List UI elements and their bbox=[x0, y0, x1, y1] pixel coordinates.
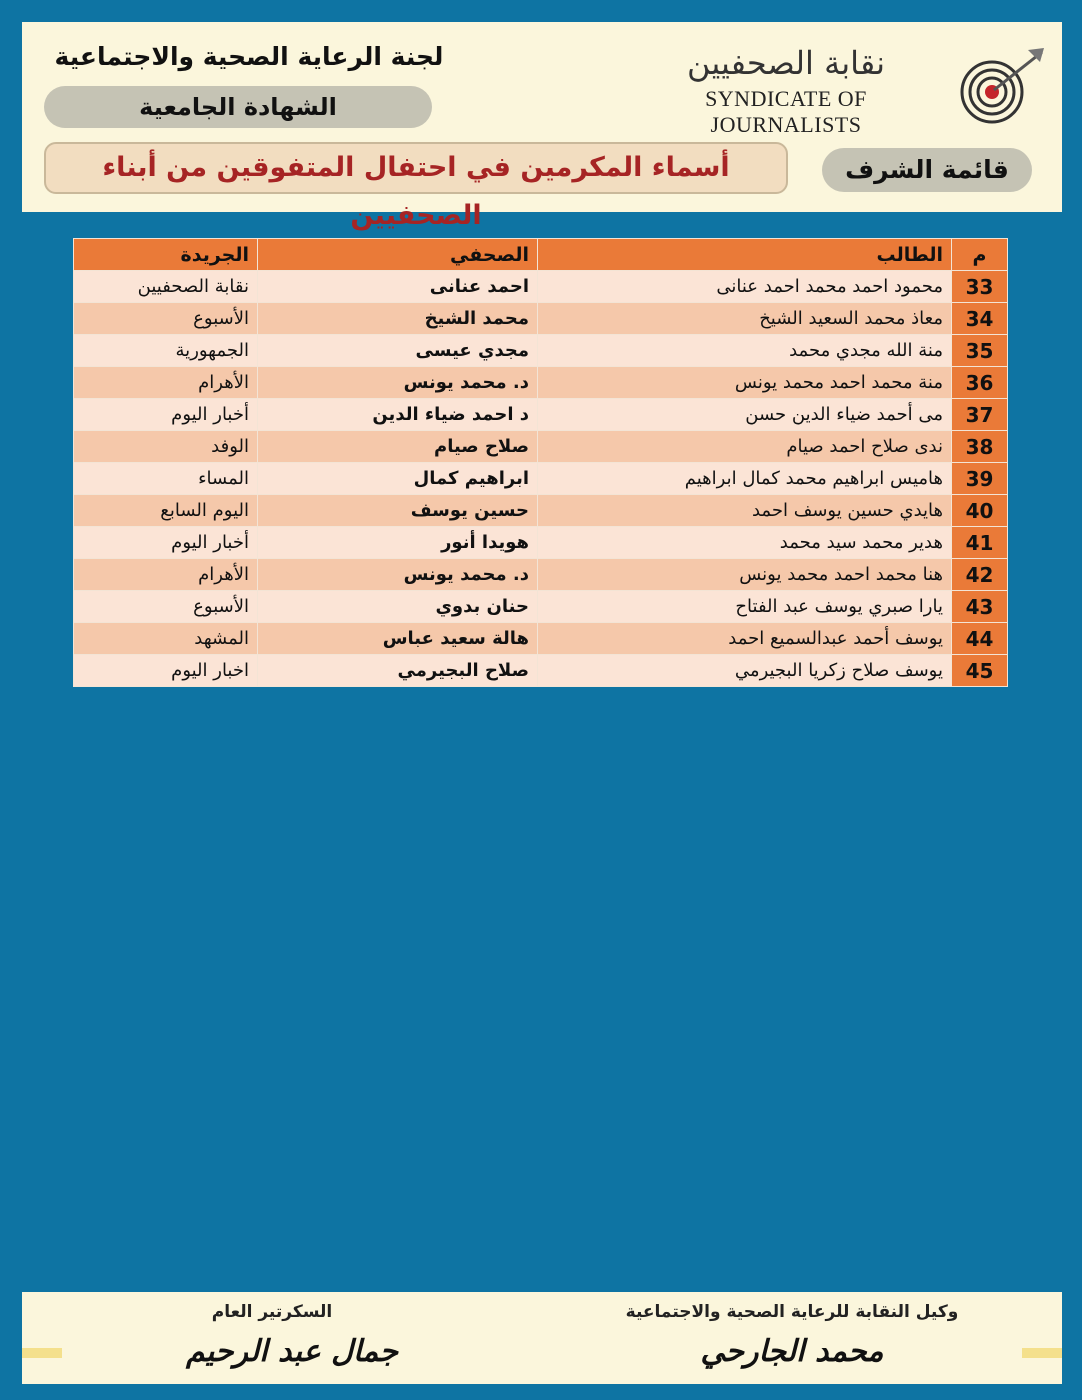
table-row bbox=[74, 623, 1008, 655]
cell-num: 44 bbox=[952, 623, 1008, 655]
table-row bbox=[74, 431, 1008, 463]
certificate-label: الشهادة الجامعية bbox=[44, 86, 432, 128]
cell-student: يوسف أحمد عبدالسميع احمد bbox=[538, 623, 952, 655]
cell-journalist: هويدا أنور bbox=[258, 527, 538, 559]
cell-student: يارا صبري يوسف عبد الفتاح bbox=[538, 591, 952, 623]
header-panel bbox=[22, 22, 1062, 231]
cell-journalist: د. محمد يونس bbox=[258, 367, 538, 399]
decor-stripe-left bbox=[22, 1348, 62, 1358]
cell-newspaper: المساء bbox=[74, 463, 258, 495]
column-header-student: الطالب bbox=[538, 239, 952, 271]
cell-newspaper: الأسبوع bbox=[74, 303, 258, 335]
cell-newspaper: الأهرام bbox=[74, 367, 258, 399]
cell-student: يوسف صلاح زكريا البجيرمي bbox=[538, 655, 952, 687]
cell-newspaper: نقابة الصحفيين bbox=[74, 271, 258, 303]
table-row bbox=[74, 559, 1008, 591]
table-row bbox=[74, 335, 1008, 367]
honor-list-label: قائمة الشرف bbox=[822, 148, 1032, 192]
column-header-newspaper: الجريدة bbox=[74, 239, 258, 271]
cell-student: معاذ محمد السعيد الشيخ bbox=[538, 303, 952, 335]
cell-newspaper: أخبار اليوم bbox=[74, 527, 258, 559]
cell-student: هايدي حسين يوسف احمد bbox=[538, 495, 952, 527]
decor-stripe-right bbox=[1022, 1348, 1062, 1358]
cell-student: منة الله مجدي محمد bbox=[538, 335, 952, 367]
table-row bbox=[74, 591, 1008, 623]
cell-journalist: صلاح صيام bbox=[258, 431, 538, 463]
syndicate-emblem-icon bbox=[950, 46, 1046, 126]
table-row bbox=[74, 303, 1008, 335]
cell-num: 37 bbox=[952, 399, 1008, 431]
deputy-signature: محمد الجارحي bbox=[700, 1334, 884, 1369]
column-header-journalist: الصحفي bbox=[258, 239, 538, 271]
cell-newspaper: أخبار اليوم bbox=[74, 399, 258, 431]
cell-newspaper: المشهد bbox=[74, 623, 258, 655]
syndicate-logo-arabic: نقابة الصحفيين bbox=[687, 44, 885, 82]
table-row bbox=[74, 399, 1008, 431]
cell-newspaper: الأسبوع bbox=[74, 591, 258, 623]
cell-student: هاميس ابراهيم محمد كمال ابراهيم bbox=[538, 463, 952, 495]
cell-num: 45 bbox=[952, 655, 1008, 687]
cell-journalist: حسين يوسف bbox=[258, 495, 538, 527]
cell-journalist: احمد عنانى bbox=[258, 271, 538, 303]
cell-num: 38 bbox=[952, 431, 1008, 463]
cell-newspaper: الجمهورية bbox=[74, 335, 258, 367]
secretary-title: السكرتير العام bbox=[211, 1302, 333, 1322]
cell-num: 33 bbox=[952, 271, 1008, 303]
cell-student: محمود احمد محمد احمد عنانى bbox=[538, 271, 952, 303]
cell-journalist: هالة سعيد عباس bbox=[258, 623, 538, 655]
cell-student: مى أحمد ضياء الدين حسن bbox=[538, 399, 952, 431]
table-body bbox=[74, 271, 1008, 687]
table-row bbox=[74, 367, 1008, 399]
signature-panel bbox=[22, 1292, 1062, 1384]
cell-journalist: د احمد ضياء الدين bbox=[258, 399, 538, 431]
table-row bbox=[74, 655, 1008, 687]
cell-num: 42 bbox=[952, 559, 1008, 591]
table-row bbox=[74, 463, 1008, 495]
cell-newspaper: اليوم السابع bbox=[74, 495, 258, 527]
cell-num: 36 bbox=[952, 367, 1008, 399]
cell-journalist: محمد الشيخ bbox=[258, 303, 538, 335]
deputy-title: وكيل النقابة للرعاية الصحية والاجتماعية bbox=[625, 1302, 959, 1322]
table-row bbox=[74, 527, 1008, 559]
cell-num: 39 bbox=[952, 463, 1008, 495]
cell-newspaper: الوفد bbox=[74, 431, 258, 463]
honorees-table bbox=[73, 238, 1008, 687]
table-row bbox=[74, 495, 1008, 527]
cell-journalist: مجدي عيسى bbox=[258, 335, 538, 367]
cell-student: هنا محمد احمد محمد يونس bbox=[538, 559, 952, 591]
cell-num: 40 bbox=[952, 495, 1008, 527]
cell-num: 34 bbox=[952, 303, 1008, 335]
cell-journalist: ابراهيم كمال bbox=[258, 463, 538, 495]
cell-num: 43 bbox=[952, 591, 1008, 623]
table-row bbox=[74, 271, 1008, 303]
cell-newspaper: الأهرام bbox=[74, 559, 258, 591]
secretary-signature: جمال عبد الرحيم bbox=[185, 1334, 398, 1369]
syndicate-logo-english: SYNDICATE OF JOURNALISTS bbox=[705, 86, 867, 137]
committee-name: لجنة الرعاية الصحية والاجتماعية bbox=[54, 42, 444, 71]
cell-journalist: صلاح البجيرمي bbox=[258, 655, 538, 687]
cell-student: ندى صلاح احمد صيام bbox=[538, 431, 952, 463]
cell-journalist: حنان بدوي bbox=[258, 591, 538, 623]
column-header-num: م bbox=[952, 239, 1008, 271]
cell-num: 35 bbox=[952, 335, 1008, 367]
cell-newspaper: اخبار اليوم bbox=[74, 655, 258, 687]
cell-num: 41 bbox=[952, 527, 1008, 559]
cell-student: منة محمد احمد محمد يونس bbox=[538, 367, 952, 399]
cell-journalist: د. محمد يونس bbox=[258, 559, 538, 591]
table-header-row bbox=[74, 239, 1008, 271]
cell-student: هدير محمد سيد محمد bbox=[538, 527, 952, 559]
page-title: أسماء المكرمين في احتفال المتفوقين من أبناء الصحفيين bbox=[44, 142, 788, 194]
